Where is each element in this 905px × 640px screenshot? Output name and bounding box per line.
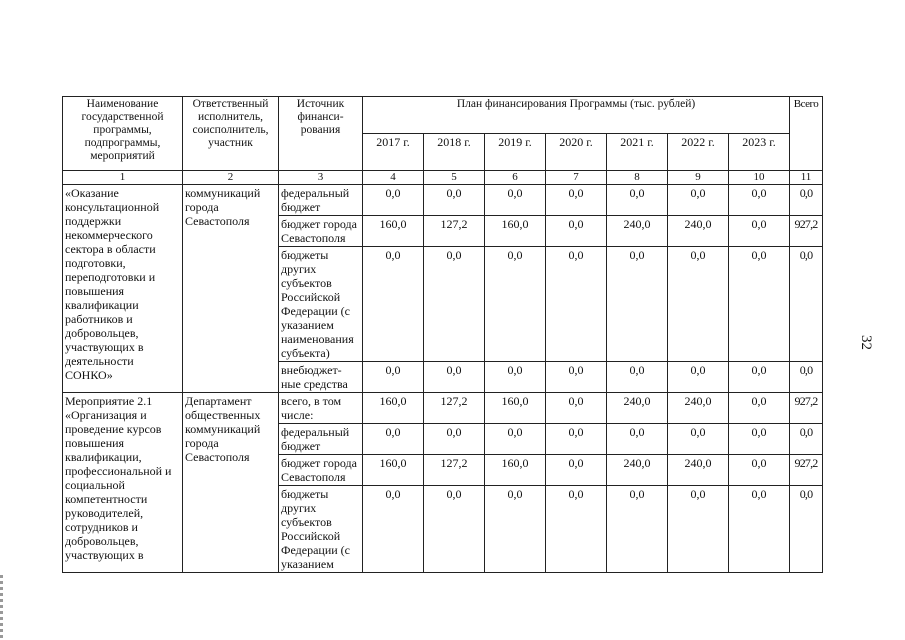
table-row: [63, 393, 823, 424]
column-number: 4: [363, 171, 424, 185]
funding-source: бюджеты других субъектов Российской Федерации (с указанием наименования субъекта): [279, 247, 363, 362]
value-cell: 0,0: [668, 362, 729, 393]
value-cell: 0,0: [607, 247, 668, 362]
value-cell: 160,0: [363, 455, 424, 486]
column-number: 1: [63, 171, 183, 185]
header-year: 2022 г.: [668, 134, 729, 171]
funding-source: всего, в том числе:: [279, 393, 363, 424]
funding-source: внебюджет-ные средства: [279, 362, 363, 393]
column-number: 2: [183, 171, 279, 185]
column-number: 7: [546, 171, 607, 185]
value-cell: 127,2: [424, 393, 485, 424]
value-cell: 0,0: [729, 362, 790, 393]
value-cell: 127,2: [424, 216, 485, 247]
value-cell: 0,0: [607, 486, 668, 573]
value-cell: 0,0: [363, 362, 424, 393]
page-number: 32: [858, 335, 874, 350]
table-row: [63, 185, 823, 216]
value-cell: 240,0: [668, 455, 729, 486]
value-cell: 0,0: [668, 247, 729, 362]
value-cell: 0,0: [668, 486, 729, 573]
value-cell: 240,0: [607, 393, 668, 424]
value-cell: 0,0: [363, 424, 424, 455]
value-cell: 0,0: [363, 185, 424, 216]
value-cell: 127,2: [424, 455, 485, 486]
total-cell: 0,0: [790, 486, 823, 573]
value-cell: 0,0: [729, 185, 790, 216]
value-cell: 240,0: [668, 216, 729, 247]
value-cell: 0,0: [546, 455, 607, 486]
value-cell: 0,0: [546, 424, 607, 455]
value-cell: 0,0: [729, 247, 790, 362]
header-plan: План финансирования Программы (тыс. рублей): [363, 97, 790, 134]
value-cell: 160,0: [485, 393, 546, 424]
column-number: 6: [485, 171, 546, 185]
value-cell: 0,0: [546, 185, 607, 216]
value-cell: 0,0: [485, 486, 546, 573]
value-cell: 0,0: [546, 362, 607, 393]
column-number: 3: [279, 171, 363, 185]
value-cell: 0,0: [668, 424, 729, 455]
value-cell: 0,0: [546, 393, 607, 424]
header-year: 2020 г.: [546, 134, 607, 171]
value-cell: 0,0: [607, 185, 668, 216]
value-cell: 0,0: [424, 424, 485, 455]
value-cell: 0,0: [363, 486, 424, 573]
funding-source: бюджет города Севастополя: [279, 455, 363, 486]
header-row: [63, 97, 823, 134]
program-name: «Оказание консультационной поддержки некоммерческого сектора в области подготовки, переподготовки и повышения квалификации работников и добровольцев, участвующих в деятельности СОНКО»: [63, 185, 183, 393]
value-cell: 0,0: [668, 185, 729, 216]
funding-source: федеральный бюджет: [279, 185, 363, 216]
value-cell: 240,0: [607, 216, 668, 247]
value-cell: 0,0: [485, 362, 546, 393]
value-cell: 0,0: [424, 362, 485, 393]
value-cell: 240,0: [607, 455, 668, 486]
funding-source: бюджет города Севастополя: [279, 216, 363, 247]
value-cell: 0,0: [607, 424, 668, 455]
total-cell: 927,2: [790, 455, 823, 486]
value-cell: 240,0: [668, 393, 729, 424]
measure-name: Мероприятие 2.1 «Организация и проведение курсов повышения квалификации, профессиональной и социальной компетентности руководителей, сотрудников и добровольцев, участвующих в: [63, 393, 183, 573]
value-cell: 0,0: [729, 216, 790, 247]
value-cell: 0,0: [485, 185, 546, 216]
total-cell: 0,0: [790, 185, 823, 216]
header-year: 2021 г.: [607, 134, 668, 171]
header-year: 2019 г.: [485, 134, 546, 171]
value-cell: 0,0: [729, 455, 790, 486]
header-source: Источник финанси-рования: [279, 97, 363, 171]
column-number: 8: [607, 171, 668, 185]
value-cell: 0,0: [424, 486, 485, 573]
value-cell: 160,0: [485, 216, 546, 247]
value-cell: 0,0: [424, 247, 485, 362]
value-cell: 0,0: [607, 362, 668, 393]
column-numbers-row: [63, 171, 823, 185]
executor-name: Департамент общественных коммуникаций города Севастополя: [183, 393, 279, 573]
value-cell: 0,0: [729, 393, 790, 424]
header-year: 2017 г.: [363, 134, 424, 171]
value-cell: 0,0: [729, 424, 790, 455]
funding-source: бюджеты других субъектов Российской Федерации (с указанием: [279, 486, 363, 573]
column-number: 11: [790, 171, 823, 185]
total-cell: 927,2: [790, 393, 823, 424]
value-cell: 0,0: [363, 247, 424, 362]
value-cell: 0,0: [729, 486, 790, 573]
column-number: 9: [668, 171, 729, 185]
value-cell: 0,0: [485, 424, 546, 455]
value-cell: 0,0: [424, 185, 485, 216]
value-cell: 0,0: [546, 247, 607, 362]
header-executor: Ответственный исполнитель, соисполнитель, участник: [183, 97, 279, 171]
column-number: 10: [729, 171, 790, 185]
total-cell: 0,0: [790, 247, 823, 362]
header-total: Всего: [790, 97, 823, 171]
funding-source: федеральный бюджет: [279, 424, 363, 455]
total-cell: 927,2: [790, 216, 823, 247]
value-cell: 160,0: [363, 393, 424, 424]
header-year: 2023 г.: [729, 134, 790, 171]
value-cell: 160,0: [363, 216, 424, 247]
total-cell: 0,0: [790, 362, 823, 393]
header-year: 2018 г.: [424, 134, 485, 171]
header-name: Наименование государственной программы, подпрограммы, мероприятий: [63, 97, 183, 171]
executor-name: коммуникаций города Севастополя: [183, 185, 279, 393]
total-cell: 0,0: [790, 424, 823, 455]
scan-edge-marks: [0, 575, 3, 640]
value-cell: 0,0: [546, 486, 607, 573]
financing-table: [62, 96, 823, 573]
column-number: 5: [424, 171, 485, 185]
value-cell: 0,0: [546, 216, 607, 247]
value-cell: 0,0: [485, 247, 546, 362]
value-cell: 160,0: [485, 455, 546, 486]
